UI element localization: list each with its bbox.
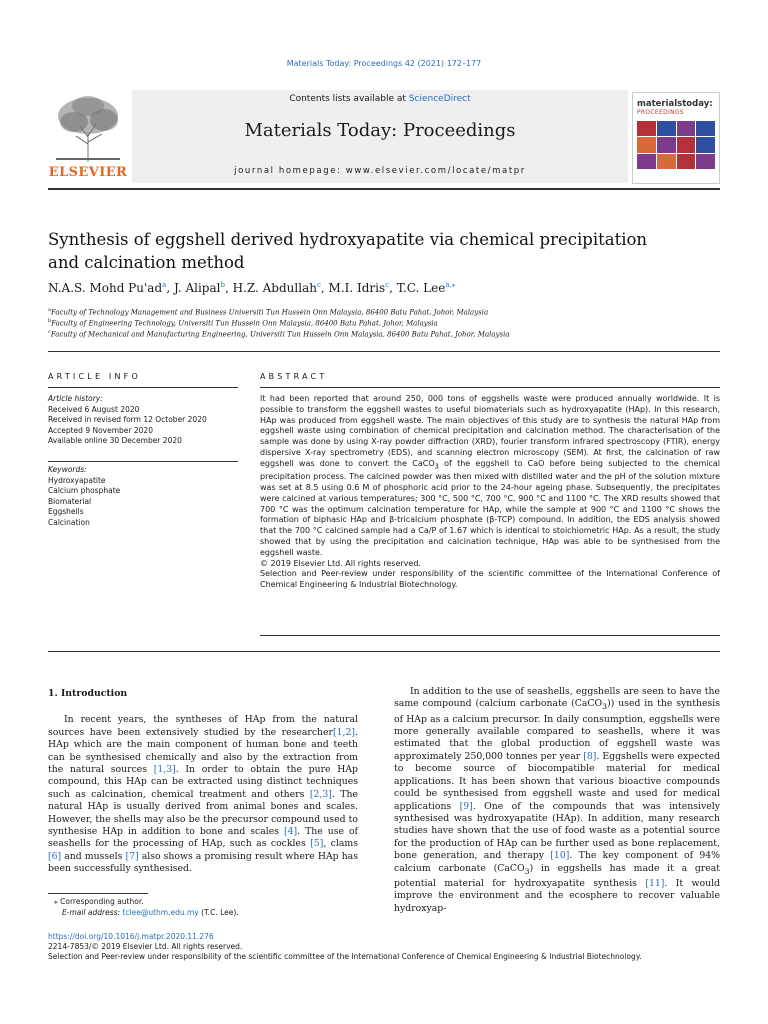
body-text: In addition to the use of seashells, eggshells are seen to have the same compound (calcium carbonate (CaCO <box>394 686 720 710</box>
doi-link[interactable]: https://doi.org/10.1016/j.matpr.2020.11.276 <box>48 932 214 941</box>
corresponding-author-footnote <box>48 897 368 918</box>
author-name: J. Alipal <box>173 281 221 295</box>
elsevier-wordmark: ELSEVIER <box>48 165 128 180</box>
introduction-heading: 1. Introduction <box>48 688 128 699</box>
body-top-rule <box>48 651 720 652</box>
email-link[interactable]: tclee@uthm.edu.my <box>122 907 199 917</box>
affiliation-text: Faculty of Mechanical and Manufacturing Engineering, Universiti Tun Hussein Onn Malaysia, 86400 Batu Pahat, Johor, Malaysia <box>50 330 510 339</box>
author-name: N.A.S. Mohd Pu'ad <box>48 281 163 295</box>
body-text: )) used in the synthesis of HAp as a calcium precursor. In daily consumption, eggshells were more generally available compared to seashells, where it was estimated that the global production of eggshell waste was approximately 250,000 tonnes per year <box>394 698 720 762</box>
citation-link[interactable]: [1,2] <box>332 726 356 738</box>
author-list <box>48 281 728 295</box>
body-text: . Eggshells were expected to become source of biocompatible material for medical applications. It has been shown that various bioactive compounds could be synthesised from eggshell waste and used for medical applications <box>394 750 720 812</box>
article-title <box>48 228 688 274</box>
citation-link[interactable]: [6] <box>48 850 62 862</box>
affiliation-marker: b <box>48 318 52 324</box>
keyword-item: Calcium phosphate <box>48 486 121 495</box>
citation-link[interactable]: [11] <box>645 877 665 889</box>
email-suffix: (T.C. Lee). <box>198 907 239 917</box>
introduction-column <box>48 688 358 876</box>
author-affil-link[interactable]: c <box>385 281 390 289</box>
subscript: 3 <box>434 462 439 471</box>
affiliation-text: Faculty of Engineering Technology, Universiti Tun Hussein Onn Malaysia, 86400 Batu Pahat, Johor, Malaysia <box>51 319 438 328</box>
citation-link[interactable]: [1,3] <box>153 764 176 776</box>
history-received: Received 6 August 2020 <box>48 404 140 414</box>
author-separator: , <box>224 281 233 295</box>
citation-link[interactable]: [4] <box>284 826 298 838</box>
citation-link[interactable]: [7] <box>125 850 139 862</box>
citation-link[interactable]: [2,3] <box>309 788 332 800</box>
citation-link[interactable]: [9] <box>459 800 473 812</box>
author-name: T.C. Lee <box>396 281 446 295</box>
footer-peer-review: Selection and Peer-review under responsibility of the scientific committee of the International Conference of Chemical Engineering & Industrial Biotechnology. <box>48 952 642 961</box>
keyword-item: Biomaterial <box>48 496 92 506</box>
body-text: . The use of seashells for the processing of HAp, such as cockles <box>48 826 358 850</box>
author-affil-link[interactable]: a <box>162 281 167 289</box>
abstract-rule <box>260 387 720 388</box>
history-revised: Received in revised form 12 October 2020 <box>48 415 207 424</box>
article-info-heading: ARTICLE INFO <box>48 372 141 381</box>
history-label: Article history: <box>48 394 103 403</box>
body-text: . HAp which are the main component of human bone and teeth can be synthesised chemically and also by the extraction from the natural sources <box>48 726 358 776</box>
affiliation-b <box>48 318 728 327</box>
history-accepted: Accepted 9 November 2020 <box>48 425 153 435</box>
body-text: . It would improve the environment and the ecosphere to recover valuable hydroxyap- <box>394 877 720 914</box>
affiliation-c <box>48 329 728 338</box>
abstract-text: It had been reported that around 250, 000 tons of eggshells waste were produced annually worldwide. It is possible to transform the eggshell wastes to useful biomaterials such as hydroxyapatite (HAp). In this research, HAp was produced from eggshell waste. The main objectives of this study are to synthesis the natural HAp from eggshell waste using combination of chemical precipitation and calcination method. The characterisation of the sample was done by using X-ray powder diffraction (XRD), fourier transform infrared spectroscopy (FTIR), energy dispersive X-ray spectrometry (EDS), and scanning electron microscopy (SEM). At first, the calcination of raw eggshell was done to convert the CaCO <box>260 394 720 468</box>
contents-prefix: Contents lists available at <box>289 94 409 104</box>
body-text: , clams <box>323 838 358 850</box>
body-text: and mussels <box>61 850 126 862</box>
email-line <box>48 908 368 919</box>
author-separator: , <box>389 281 397 295</box>
affiliation-marker: c <box>48 329 51 335</box>
abstract-copyright: © 2019 Elsevier Ltd. All rights reserved. <box>260 558 421 568</box>
keywords-rule <box>48 461 238 462</box>
title-line-2: and calcination method <box>48 253 245 272</box>
journal-homepage[interactable]: journal homepage: www.elsevier.com/locate/matpr <box>234 166 526 176</box>
abstract-peer-review: Selection and Peer-review under responsibility of the scientific committee of the International Conference of Chemical Engineering & Industrial Biotechnology. <box>260 569 720 590</box>
citation-link[interactable]: [5] <box>310 838 324 850</box>
contents-availability <box>132 94 628 104</box>
keyword-item: Hydroxyapatite <box>48 475 106 485</box>
author-separator: , <box>166 281 174 295</box>
issn-line: 2214-7853/© 2019 Elsevier Ltd. All rights reserved. <box>48 942 243 951</box>
abstract-heading: ABSTRACT <box>260 372 328 381</box>
author-name: H.Z. Abdullah <box>232 281 317 295</box>
cover-image-mosaic <box>637 121 715 169</box>
affiliation-text: Faculty of Technology Management and Business Universiti Tun Hussein Onn Malaysia, 86400 Batu Pahat, Johor, Malaysia <box>50 308 489 317</box>
author-affil-link[interactable]: c <box>316 281 321 289</box>
introduction-paragraph <box>48 714 358 875</box>
author-separator: , <box>320 281 329 295</box>
section-rule <box>48 351 720 352</box>
author-affil-link[interactable]: a,⁎ <box>445 281 456 289</box>
footnote-rule <box>48 893 148 894</box>
journal-name: Materials Today: Proceedings <box>244 120 516 141</box>
body-text: also shows a promising result where HAp has been successfully synthesised. <box>48 850 358 875</box>
history-online: Available online 30 December 2020 <box>48 436 182 445</box>
abstract-bottom-rule <box>260 635 720 636</box>
author-affil-link[interactable]: b <box>220 281 225 289</box>
body-text: In recent years, the syntheses of HAp from the natural sources have been extensively studied by the researcher <box>48 714 358 738</box>
article-history <box>48 394 238 447</box>
journal-cover-thumbnail <box>632 92 720 184</box>
affiliation-a <box>48 307 728 316</box>
title-line-1: Synthesis of eggshell derived hydroxyapatite via chemical precipitation <box>48 230 648 249</box>
affiliation-marker: a <box>48 307 51 313</box>
journal-reference[interactable]: Materials Today: Proceedings 42 (2021) 172–177 <box>286 59 482 68</box>
body-text: . The key component of 94% calcium carbonate (CaCO <box>394 850 720 874</box>
body-text: . One of the compounds that was intensively synthesised was hydroxyapatite (HAp). In addition, many research studies have shown that the use of food waste as a potential source for the production of HAp can be further used as bone replacement, bone generation, and therapy <box>394 800 720 862</box>
citation-link[interactable]: [10] <box>550 850 570 862</box>
cover-subtitle: PROCEEDINGS <box>637 109 684 116</box>
sciencedirect-link[interactable]: ScienceDirect <box>408 94 471 104</box>
cover-title: materialstoday: <box>637 99 713 109</box>
right-body-column <box>394 686 720 915</box>
author-name: M.I. Idris <box>328 281 386 295</box>
body-text: . In order to obtain the pure HAp compound, this HAp can be extracted using distinct techniques such as calcination, chemical treatment and others <box>48 764 358 800</box>
header-rule <box>48 188 720 190</box>
keyword-item: Calcination <box>48 517 90 527</box>
email-label: E-mail address: <box>62 907 123 917</box>
keywords-block <box>48 465 238 528</box>
body-text: ) in eggshells has made it a great potential material for hydroxyapatite synthesis <box>394 862 720 889</box>
keywords-label: Keywords: <box>48 465 87 474</box>
subscript: 3 <box>602 702 608 712</box>
body-text: . The natural HAp is usually derived from animal bones and scales. However, the shells may also be the precursor compound used to synthesise HAp in addition to bone and scales <box>48 788 358 838</box>
body-paragraph <box>394 686 720 915</box>
abstract-paragraph <box>260 394 720 559</box>
citation-link[interactable]: [8] <box>583 750 597 762</box>
publication-footer <box>48 932 728 962</box>
corresponding-label: ⁎ Corresponding author. <box>54 897 144 906</box>
abstract-text: of the eggshell to CaO before being subjected to the chemical precipitation process. The calcined powder was then mixed with distilled water and the pH of the solution mixture was set at 8.5 using 0.6 M of phosphoric acid prior to the 24-hour ageing phase. Subsequently, the precipitates were calcined at various temperatures; 300 °C, 500 °C, 700 °C, 900 °C and 1100 °C. The XRD results showed that 700 °C was the optimum calcination temperature for HAp, while the sample at 900 °C and 1100 °C shows the formation of biphasic HAp and β-tricalcium phosphate (β-TCP) compound. In addition, the EDS analysis showed that the 700 °C calcined sample had a Ca/P of 1.67 which is identical to stoichiometric HAp. As a result, the study showed that by using the precipitation and calcination technique, HAp was able to be synthesised from the eggshell waste. <box>260 458 720 557</box>
subscript: 3 <box>524 866 530 876</box>
abstract-body <box>260 394 720 591</box>
keyword-item: Eggshells <box>48 507 84 516</box>
article-info-rule <box>48 387 238 388</box>
